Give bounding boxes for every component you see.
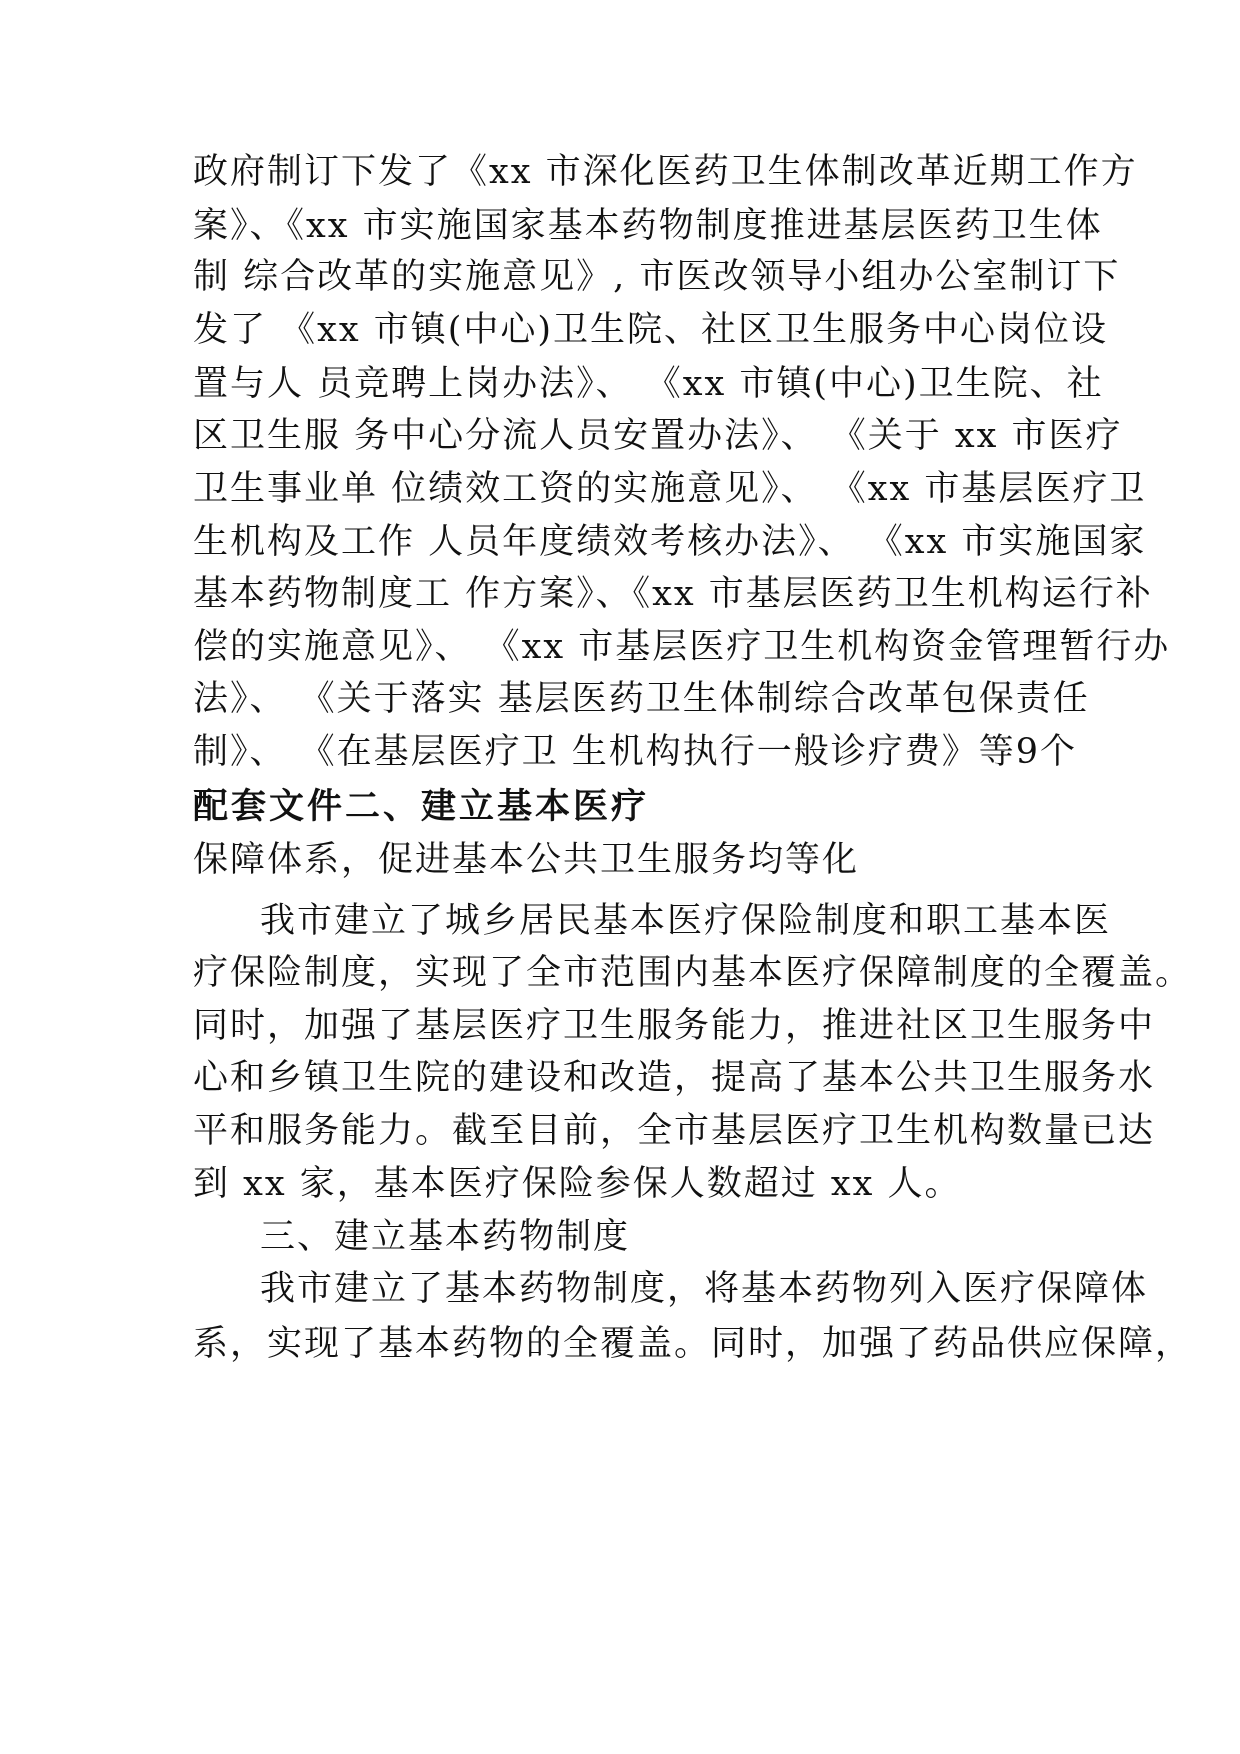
body-text-line: 偿的实施意见》、 《xx 市基层医疗卫生机构资金管理暂行办 — [193, 627, 1171, 667]
body-text-line: 基本药物制度工 作方案》、《xx 市基层医药卫生机构运行补 — [193, 574, 1153, 614]
body-text-line: 置与人 员竞聘上岗办法》、 《xx 市镇(中心)卫生院、社 — [193, 364, 1104, 404]
paragraph-first-line: 我市建立了基本药物制度，将基本药物列入医疗保障体 — [260, 1269, 1149, 1309]
body-text-line: 平和服务能力。截至目前，全市基层医疗卫生机构数量已达 — [193, 1111, 1156, 1151]
body-text-line: 同时，加强了基层医疗卫生服务能力，推进社区卫生服务中 — [193, 1006, 1156, 1046]
body-text-line: 案》、《xx 市实施国家基本药物制度推进基层医药卫生体 — [193, 206, 1103, 246]
paragraph-first-line: 我市建立了城乡居民基本医疗保险制度和职工基本医 — [260, 901, 1112, 941]
body-text-line: 政府制订下发了《xx 市深化医药卫生体制改革近期工作方 — [193, 152, 1138, 192]
section-heading-3: 三、建立基本药物制度 — [260, 1217, 631, 1257]
body-text-line: 制》、 《在基层医疗卫 生机构执行一般诊疗费》等9个 — [193, 732, 1078, 772]
body-text-line: 卫生事业单 位绩效工资的实施意见》、 《xx 市基层医疗卫 — [193, 469, 1147, 509]
body-text-line: 制 综合改革的实施意见》, 市医改领导小组办公室制订下 — [193, 257, 1121, 297]
body-text-line: 区卫生服 务中心分流人员安置办法》、 《关于 xx 市医疗 — [193, 416, 1123, 456]
body-text-line: 系，实现了基本药物的全覆盖。同时，加强了药品供应保障， — [193, 1324, 1193, 1364]
section-heading: 配套文件二、建立基本医疗 — [193, 787, 650, 827]
body-text-line: 疗保险制度，实现了全市范围内基本医疗保障制度的全覆盖。 — [193, 953, 1193, 993]
body-text-line: 法》、 《关于落实 基层医药卫生体制综合改革包保责任 — [193, 679, 1090, 719]
section-subheading: 保障体系，促进基本公共卫生服务均等化 — [193, 840, 860, 880]
body-text-line: 生机构及工作 人员年度绩效考核办法》、 《xx 市实施国家 — [193, 522, 1147, 562]
body-text-line: 心和乡镇卫生院的建设和改造，提高了基本公共卫生服务水 — [193, 1058, 1156, 1098]
body-text-line: 发了 《xx 市镇(中心)卫生院、社区卫生服务中心岗位设 — [193, 310, 1109, 350]
body-text-line: 到 xx 家，基本医疗保险参保人数超过 xx 人。 — [193, 1164, 962, 1204]
